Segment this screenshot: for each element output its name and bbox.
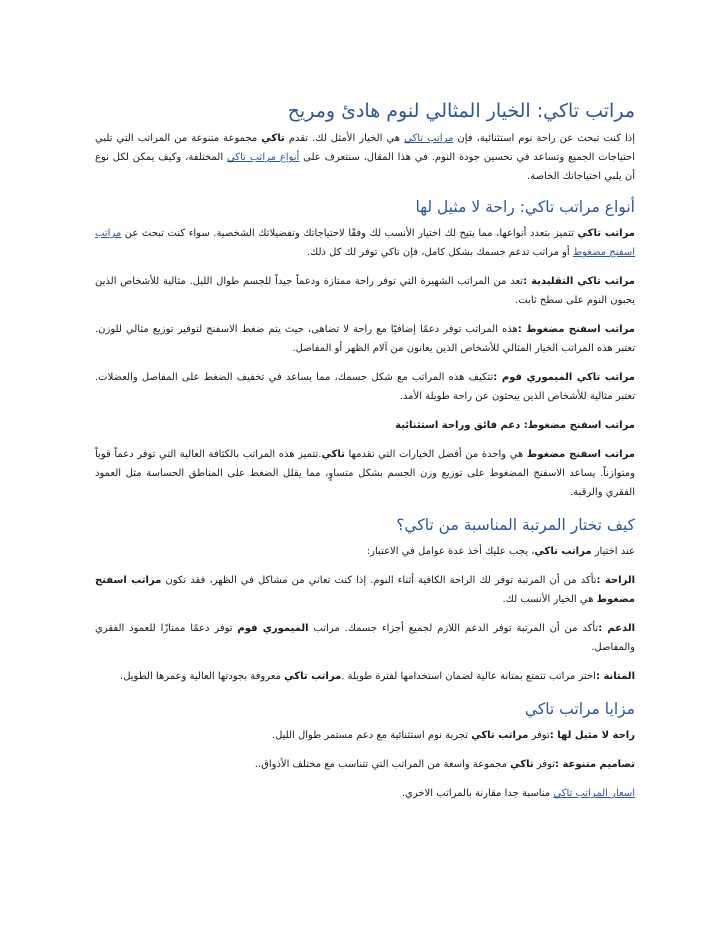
takky-mattresses-link[interactable]: مراتب تاكي: [404, 133, 454, 144]
types-p2-bold: مراتب تاكي التقليدية :: [523, 276, 635, 287]
types-p3-bold: مراتب اسفنج مضغوط :: [517, 324, 635, 335]
types-p6-text-2: .تتميز هذه المراتب بالكثافة العالية التي توفر دعماً قوياً ومتوازناً. يساعد الاسفنج المضغوط على توزيع وزن الجسم بشكل متساوٍ، مما يقلل الضغط على المناطق الحساسة مثل العمود الفقري والرقبة.: [95, 449, 635, 498]
types-p6-bold-2: تاكي: [321, 449, 345, 460]
feature-comfort-text-1: توفر: [528, 730, 550, 741]
choose-intro-bold: مراتب تاكي: [534, 546, 592, 557]
feature-comfort-text-2: تجربة نوم استثنائية مع دعم مستمر طوال الليل.: [271, 730, 472, 741]
feature-comfort: [95, 726, 635, 745]
choose-support-text-1: تأكد من أن المرتبة توفر الدعم اللازم لجميع أجزاء جسمك. مراتب: [308, 623, 599, 634]
choose-durability: [95, 667, 635, 686]
choose-support-bold-1: الدعم :: [598, 623, 635, 634]
types-paragraph-traditional: [95, 272, 635, 310]
takky-types-link[interactable]: أنواع مراتب تاكي: [226, 152, 300, 163]
types-p3-text: هذه المراتب توفر دعمًا إضافيًا مع راحة لا تضاهى، حيث يتم ضغط الاسفنج لتوفير توزيع مثالي للوزن. تعتبر هذه المراتب الخيار المثالي للأشخاص الذين يعانون من آلام الظهر أو المفاصل.: [95, 324, 635, 354]
feature-comfort-bold-2: مراتب تاكي: [471, 730, 529, 741]
types-p1-text-2: أو مراتب تدعم جسمك بشكل كامل، فإن تاكي توفر لك كل ذلك.: [306, 247, 573, 258]
types-paragraph-compressed: [95, 320, 635, 358]
types-heading: أنواع مراتب تاكي: راحة لا مثيل لها: [415, 198, 635, 216]
feature-designs-bold-1: تصاميم متنوعة :: [555, 759, 635, 770]
choose-comfort-text-1: تأكد من أن المرتبة توفر لك الراحة الكافية أثناء النوم. إذا كنت تعاني من مشاكل في الظهر، فقد تكون: [161, 575, 597, 586]
feature-designs-text-1: توفر: [533, 759, 556, 770]
types-paragraph-subheading: [95, 416, 635, 435]
types-paragraph-1: [95, 224, 635, 262]
choose-intro-text-2: ، يجب عليك أخذ عدة عوامل في الاعتبار:: [366, 546, 535, 557]
intro-text-4: المختلفة، وكيف يمكن لكل نوع أن يلبي احتياجاتك الخاصة.: [95, 152, 635, 182]
choose-comfort-bold-2: مراتب اسفنج مضغوط: [95, 575, 635, 605]
choose-comfort-text-2: هي الخيار الأنسب لك.: [502, 594, 597, 605]
intro-text-1: إذا كنت تبحث عن راحة نوم استثنائية، فإن: [453, 133, 636, 144]
intro-bold-brand: تاكي: [261, 133, 285, 144]
types-p4-text: تتكيف هذه المراتب مع شكل جسمك، مما يساعد في تخفيف الضغط على المفاصل والعضلات. تعتبر مثالية للأشخاص الذين يبحثون عن راحة طويلة الأمد.: [95, 372, 635, 402]
choose-intro: [95, 542, 635, 561]
feature-designs: [95, 755, 635, 774]
choose-comfort-bold-1: الراحة :: [596, 575, 636, 586]
types-paragraph-memory-foam: [95, 368, 635, 406]
document-page: [95, 98, 635, 813]
choose-heading: كيف تختار المرتبة المناسبة من تاكي؟: [396, 516, 635, 534]
types-paragraph-compressed-detail: [95, 445, 635, 502]
choose-support-text-2: توفر دعمًا ممتازًا للعمود الفقري والمفاصل.: [95, 623, 635, 653]
choose-comfort: [95, 571, 635, 609]
feature-prices: [95, 784, 635, 803]
choose-durability-bold-2: مراتب تاكي: [284, 671, 342, 682]
intro-text-2: هي الخيار الأمثل لك. تقدم: [284, 133, 405, 144]
feature-designs-bold-2: تاكي: [510, 759, 534, 770]
types-p6-bold-1: مراتب اسفنج مضغوط: [526, 449, 635, 460]
takky-prices-link[interactable]: اسعار المراتب تاكي: [553, 788, 635, 799]
types-p5-bold: مراتب اسفنج مضغوط: دعم فائق وراحة استثنائية: [395, 420, 635, 431]
types-p2-text: تعد من المراتب الشهيرة التي توفر راحة ممتازة ودعماً جيداً للجسم طوال الليل. مثالية للأشخاص الذين يحبون النوم على سطح ثابت.: [95, 276, 635, 306]
intro-text-3: مجموعة متنوعة من المراتب التي تلبي احتياجات الجميع وتساعد في تحسين جودة النوم. في هذا المقال، سنتعرف على: [95, 133, 635, 163]
types-p4-bold: مراتب تاكي الميموري فوم :: [493, 372, 635, 383]
feature-comfort-bold-1: راحة لا مثيل لها :: [549, 730, 635, 741]
types-p1-text-1: تتميز بتعدد أنواعها، مما يتيح لك اختيار الأنسب لك وفقًا لاحتياجاتك وتفضيلاتك الشخصية. سواء كنت تبحث عن: [121, 228, 578, 239]
choose-intro-text-1: عند اختيار: [591, 546, 635, 557]
choose-support-bold-2: الميموري فوم: [237, 623, 309, 634]
choose-durability-text-2: معروفة بجودتها العالية وعمرها الطويل.: [120, 671, 285, 682]
choose-durability-text-1: اختر مراتب تتمتع بمتانة عالية لضمان استخدامها لفترة طويلة .: [341, 671, 596, 682]
types-p1-bold: مراتب تاكي: [577, 228, 636, 239]
feature-prices-text: مناسبة جدا مقارنة بالمراتب الاخري.: [401, 788, 554, 799]
types-p6-text-1: هي واحدة من أفضل الخيارات التي تقدمها: [344, 449, 527, 460]
choose-durability-bold-1: المتانة :: [595, 671, 635, 682]
feature-designs-text-2: مجموعة واسعة من المراتب التي تتناسب مع مختلف الأذواق..: [254, 759, 511, 770]
intro-paragraph: [95, 129, 635, 186]
compressed-foam-link[interactable]: مراتب اسفنج مضغوط: [95, 228, 635, 258]
features-heading: مزايا مراتب تاكي: [524, 700, 635, 718]
page-title: مراتب تاكي: الخيار المثالي لنوم هادئ ومريح: [287, 100, 635, 122]
choose-support: [95, 619, 635, 657]
